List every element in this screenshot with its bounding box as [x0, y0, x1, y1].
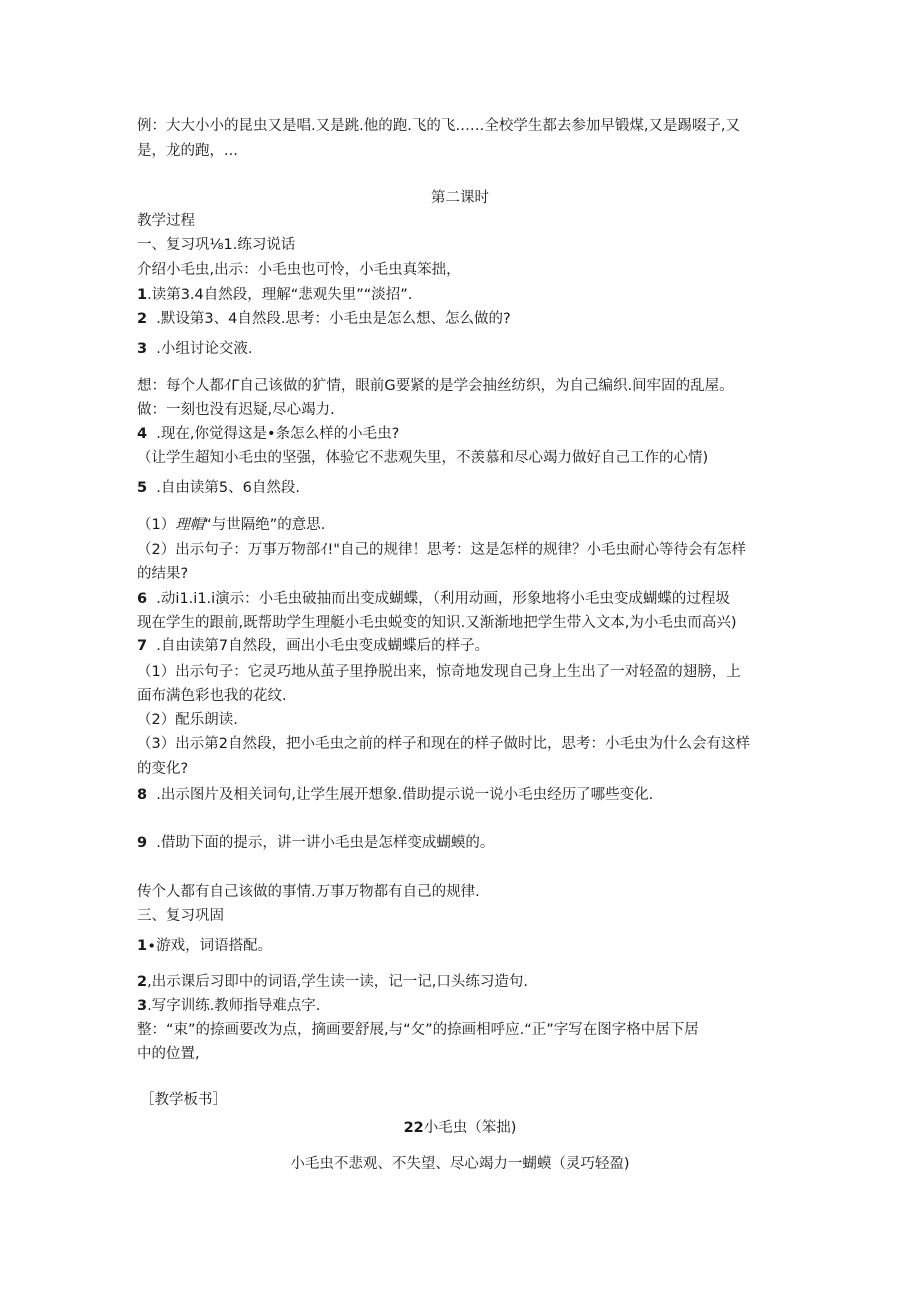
- consolidate-heading: 三、复习巩固: [137, 908, 224, 924]
- step-8: [137, 785, 653, 805]
- consolidate-1: [137, 936, 272, 956]
- intro-line-2: 是，龙的跑，...: [137, 143, 238, 159]
- process-heading: 教学过程: [137, 213, 195, 229]
- step-6-number: 6: [137, 591, 148, 607]
- step-4-text: .现在,你觉得这是•条怎么样的小毛虫?: [147, 426, 400, 442]
- sub-7-3-line-1: （3）出示第2自然段，把小毛虫之前的样子和现在的样子做时比，思考：小毛虫为什么会有这样: [137, 736, 750, 752]
- consolidate-3: [137, 996, 320, 1016]
- consolidate-3-number: 3: [137, 998, 148, 1014]
- consolidate-3-detail-line-2: 中的位置,: [137, 1046, 200, 1062]
- sub-5-1-prefix: （1）: [137, 517, 176, 533]
- sub-5-1-rest: “与世隔绝”的意思.: [204, 517, 326, 533]
- step-5-number: 5: [137, 480, 148, 496]
- do-line: 做：一刻也没有迟疑,尽心竭力.: [137, 402, 335, 418]
- step-7-number: 7: [137, 638, 148, 654]
- board-line: 小毛虫不悲观、不失望、尽心竭力一蝴蟆（灵巧轻盈): [290, 1156, 630, 1172]
- step-8-text: .出示图片及相关词句,让学生展开想象.借助提示说一说小毛虫经历了哪些变化.: [147, 787, 654, 803]
- section-title: 第二课时: [431, 190, 489, 206]
- consolidate-2-text: ,出示课后习即中的词语,学生读一读，记一记,口头练习造句.: [147, 974, 529, 990]
- step-2-text: .默设第3、4自然段.思考：小毛虫是怎么想、怎么做的?: [147, 311, 511, 327]
- board-title-text: 小毛虫（笨拙): [423, 1120, 517, 1136]
- board-heading: ［教学板书］: [140, 1092, 227, 1108]
- step-8-number: 8: [137, 787, 148, 803]
- summary-line: 传个人都有自己该做的事情.万事万物都有自己的规律.: [137, 884, 480, 900]
- step-6-line-1: [137, 589, 730, 609]
- step-3-text: .小组讨论交液.: [147, 341, 253, 357]
- step-1-text: .读第3.4自然段，理解“悲观失里”“淡招”.: [147, 287, 413, 303]
- sub-5-1-italic: 理帽: [175, 517, 205, 533]
- sub-5-2-line-2: 的结果?: [137, 566, 189, 582]
- step-1-number: 1: [137, 287, 148, 303]
- consolidate-1-number: 1: [137, 938, 148, 954]
- step-4-note: （让学生超知小毛虫的坚强，体验它不悲观失里，不羡慕和尽心竭力做好自己工作的心情): [137, 450, 709, 466]
- step-1: [137, 285, 412, 305]
- sub-7-1-line-2: 面布满色彩也我的花纹.: [137, 688, 287, 704]
- consolidate-2-number: 2: [137, 974, 148, 990]
- step-2: [137, 309, 511, 329]
- step-4: [137, 424, 399, 444]
- step-2-number: 2: [137, 311, 148, 327]
- step-5: [137, 478, 300, 498]
- step-9: [137, 833, 494, 853]
- sub-5-1: [137, 515, 325, 535]
- step-6-text: .动i1.i1.i演示：小毛虫破抽而出变成蝴蝶，（利用动画，形象地将小毛虫变成蝴蝶的过程圾: [147, 591, 730, 607]
- consolidate-3-detail-line-1: 整：“束”的捺画要改为点，摘画要舒展,与“攵”的捺画相呼应.“正”字写在图字格中居下居: [137, 1022, 699, 1038]
- step-6-line-2: 现在学生的跟前,既帮助学生理艇小毛虫蜕变的知识.又渐渐地把学生带入文本,为小毛虫而高兴): [137, 615, 737, 631]
- think-line: 想：每个人都ｲΓ自己该做的犷情，眼前G要紧的是学会抽丝纺织，为自己编织.间牢固的乱屋。: [137, 378, 734, 394]
- consolidate-1-text: ∙游戏，词语搭配。: [147, 938, 273, 954]
- consolidate-2: [137, 972, 528, 992]
- step-7-text: .自由读第7自然段，画出小毛虫变成蝴蝶后的样子。: [147, 638, 490, 654]
- step-3: [137, 339, 253, 359]
- step-5-text: .自由读第5、6自然段.: [147, 480, 300, 496]
- step-9-number: 9: [137, 835, 148, 851]
- consolidate-3-text: .写字训练.教师指导难点字.: [147, 998, 321, 1014]
- step-3-number: 3: [137, 341, 148, 357]
- sub-7-2: （2）配乐朗读.: [137, 712, 238, 728]
- review-heading: 一、复习巩⅛1.练习说话: [137, 237, 296, 253]
- step-4-number: 4: [137, 426, 148, 442]
- sub-7-3-line-2: 的变化?: [137, 761, 189, 777]
- step-9-text: .借助下面的提示，讲一讲小毛虫是怎样变成蝴蟆的。: [147, 835, 495, 851]
- intro-line-1: 例：大大小小的昆虫又是唱.又是跳.他的跑.飞的飞……全校学生都去参加早锻煤,又是踢啜子,又: [137, 118, 741, 134]
- intro-caterpillar: 介绍小毛虫,出示：小毛虫也可怜，小毛虫真笨拙，: [137, 262, 461, 278]
- board-title-number: 22: [403, 1120, 424, 1136]
- sub-7-1-line-1: （1）出示句子：它灵巧地从茧子里挣脱出来，惊奇地发现自己身上生出了一对轻盈的翅膀，上: [137, 664, 741, 680]
- step-7: [137, 636, 489, 656]
- sub-5-2-line-1: （2）出示句子：万事万物部ｲ!"自己的规律！思考：这是怎样的规律？小毛虫耐心等待会有怎样: [137, 542, 746, 558]
- board-title: [0, 1118, 920, 1138]
